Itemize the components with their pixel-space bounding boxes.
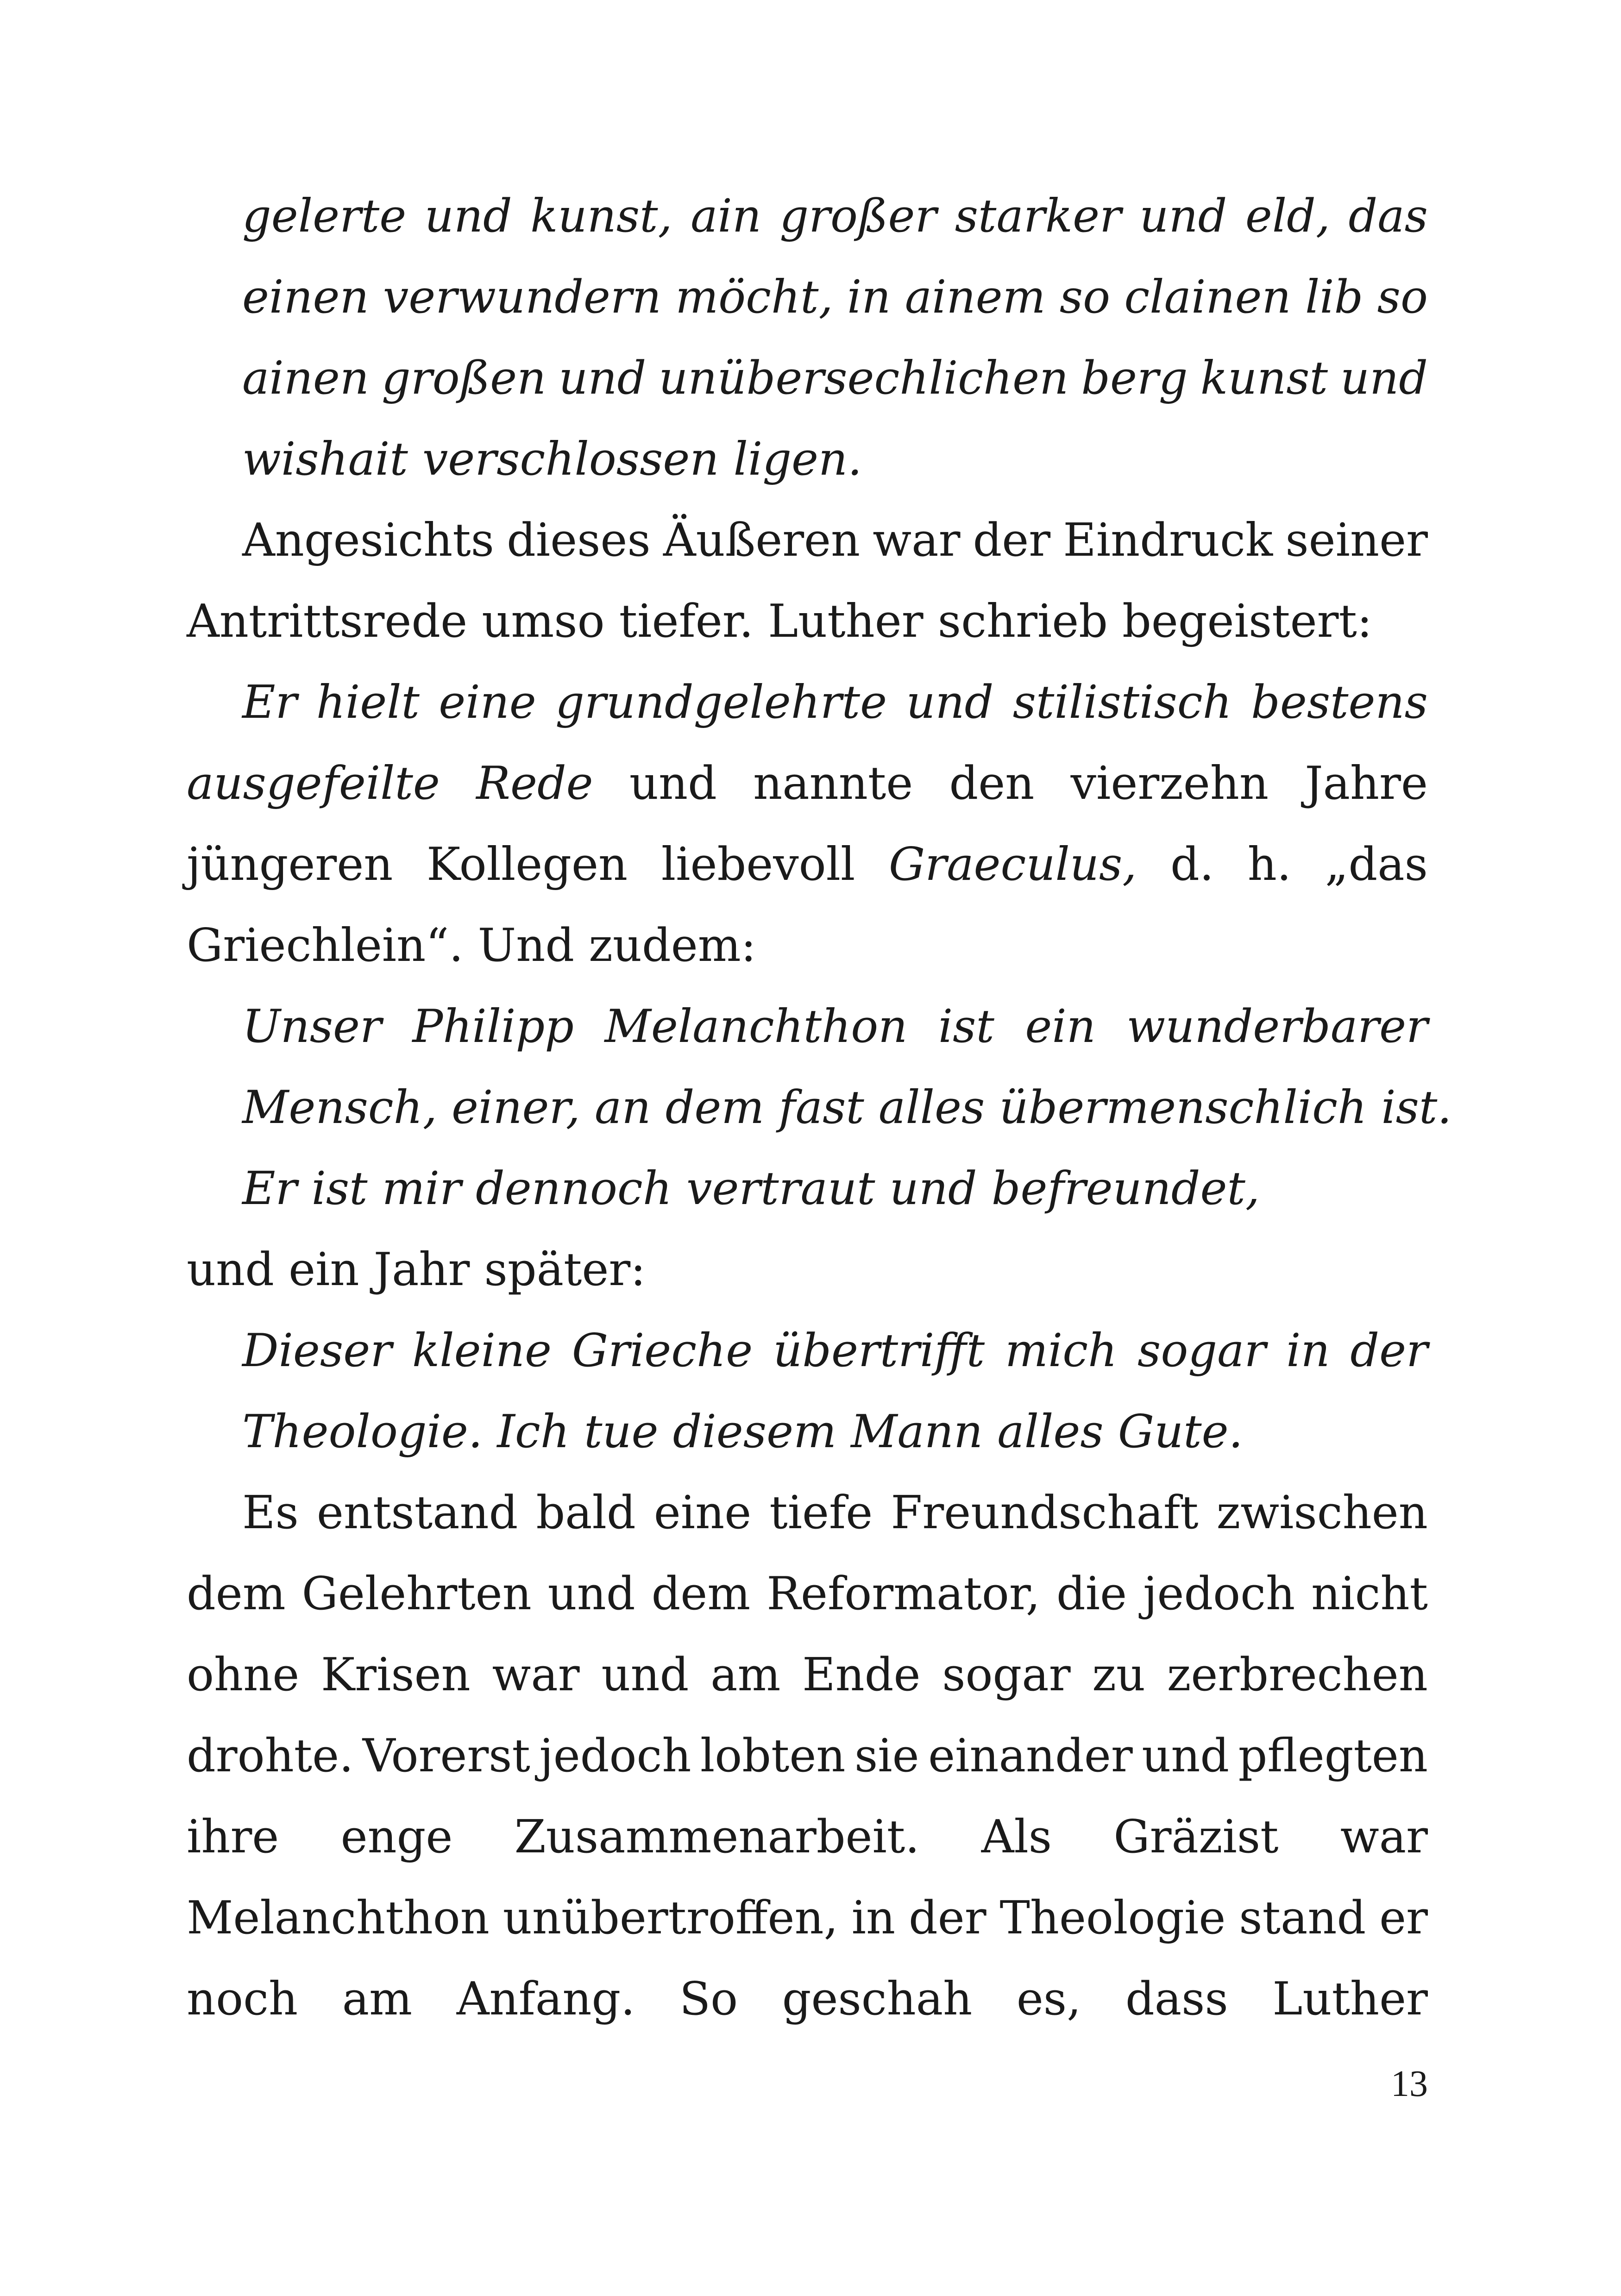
word: Philipp — [412, 1000, 574, 1053]
word: Gelehrten — [302, 1568, 532, 1620]
word: war — [492, 1649, 580, 1701]
word: war — [873, 514, 961, 567]
word: Rede — [476, 757, 593, 810]
word: die — [1056, 1568, 1127, 1620]
word: zu — [1092, 1649, 1146, 1701]
word: geschah — [782, 1973, 973, 2026]
word: war — [1340, 1811, 1428, 1863]
word: grundgelehrte — [555, 676, 887, 729]
text-line — [187, 1392, 1428, 1473]
word: und — [1142, 1730, 1230, 1782]
word: Graeculus, — [889, 838, 1137, 891]
word: kunst — [1200, 352, 1328, 405]
word: am — [710, 1649, 781, 1701]
line-text: Er ist mir dennoch vertraut und befreundet, — [242, 1162, 1260, 1215]
word: ohne — [187, 1649, 300, 1701]
line-text: Griechlein“. Und zudem: — [187, 919, 756, 972]
word: Grieche — [572, 1324, 753, 1377]
word: Jahre — [1305, 757, 1428, 810]
word: ein — [1025, 1000, 1096, 1053]
word: unübersechlichen — [659, 352, 1069, 405]
word: So — [679, 1973, 738, 2026]
word: Als — [981, 1811, 1052, 1863]
word: unübertroffen, — [503, 1892, 838, 1945]
word: dem — [187, 1568, 286, 1620]
word: ainem — [905, 271, 1046, 324]
word: lobten — [700, 1730, 846, 1782]
word: und — [601, 1649, 689, 1701]
word: und — [906, 676, 994, 729]
text-line — [187, 1067, 1452, 1148]
word: möcht, — [675, 271, 833, 324]
word: starker — [955, 190, 1121, 243]
word: es, — [1016, 1973, 1081, 2026]
word: drohte. — [187, 1730, 354, 1782]
word: seiner — [1285, 514, 1428, 567]
word: in — [847, 271, 891, 324]
word: dass — [1125, 1973, 1228, 2026]
word: ihre — [187, 1811, 279, 1863]
text-line — [187, 581, 1428, 662]
word: großen — [382, 352, 547, 405]
text-line — [187, 257, 1428, 338]
word: Zusammenarbeit. — [514, 1811, 920, 1863]
word: jedoch — [1143, 1568, 1295, 1620]
word: den — [949, 757, 1035, 810]
text-line — [187, 500, 1428, 581]
text-line — [187, 662, 1428, 743]
word: und — [1139, 190, 1227, 243]
word: tiefe — [769, 1487, 873, 1539]
word: ain — [691, 190, 761, 243]
word: Unser — [242, 1000, 382, 1053]
word: dem — [651, 1568, 751, 1620]
word: jedoch — [539, 1730, 691, 1782]
word: zerbrechen — [1167, 1649, 1428, 1701]
word: übertrifft — [773, 1324, 985, 1377]
word: Vorerst — [362, 1730, 530, 1782]
word: hielt — [316, 676, 420, 729]
word: einander — [928, 1730, 1133, 1782]
text-line — [187, 1878, 1428, 1959]
word: dieses — [507, 514, 651, 567]
word: großer — [779, 190, 937, 243]
word: der — [973, 514, 1051, 567]
word: liebevoll — [661, 838, 855, 891]
word: in — [851, 1892, 896, 1945]
word: noch — [187, 1973, 298, 2026]
word: nannte — [753, 757, 913, 810]
word: Krisen — [320, 1649, 471, 1701]
word: jüngeren — [187, 838, 393, 891]
line-text: Mensch, einer, an dem fast alles übermenschlich ist. — [242, 1081, 1452, 1134]
word: vierzehn — [1070, 757, 1269, 810]
word: kunst, — [530, 190, 672, 243]
word: clainen — [1124, 271, 1291, 324]
word: eld, — [1245, 190, 1331, 243]
word: in — [1286, 1324, 1330, 1377]
word: eine — [439, 676, 536, 729]
word: d. — [1170, 838, 1214, 891]
line-text: Theologie. Ich tue diesem Mann alles Gute. — [242, 1405, 1243, 1458]
word: enge — [340, 1811, 453, 1863]
word: Gräzist — [1113, 1811, 1279, 1863]
word: und — [1340, 352, 1428, 405]
word: berg — [1081, 352, 1188, 405]
word: und — [629, 757, 717, 810]
word: sogar — [942, 1649, 1071, 1701]
word: das — [1348, 190, 1428, 243]
word: kleine — [412, 1324, 552, 1377]
word: sie — [854, 1730, 919, 1782]
word: und — [559, 352, 647, 405]
word: bestens — [1251, 676, 1428, 729]
text-line — [187, 1635, 1428, 1716]
text-line — [187, 905, 1428, 986]
word: Ende — [802, 1649, 921, 1701]
word: er — [1379, 1892, 1428, 1945]
word: gelerte — [242, 190, 407, 243]
word: mich — [1005, 1324, 1118, 1377]
word: so — [1059, 271, 1111, 324]
word: Melanchthon — [604, 1000, 908, 1053]
word: nicht — [1311, 1568, 1428, 1620]
word: der — [1350, 1324, 1428, 1377]
word: Dieser — [242, 1324, 392, 1377]
word: Freundschaft — [891, 1487, 1199, 1539]
word: lib — [1305, 271, 1363, 324]
text-line — [187, 1230, 1428, 1311]
word: pflegten — [1238, 1730, 1428, 1782]
word: entstand — [316, 1487, 518, 1539]
word: Es — [242, 1487, 299, 1539]
line-text: wishait verschlossen ligen. — [242, 433, 862, 486]
text-line — [187, 824, 1428, 905]
word: stilistisch — [1012, 676, 1232, 729]
body-text — [187, 176, 1452, 2040]
word: und — [547, 1568, 635, 1620]
word: Anfang. — [456, 1973, 635, 2026]
word: h. — [1247, 838, 1292, 891]
text-line — [187, 1797, 1428, 1878]
word: Reformator, — [767, 1568, 1041, 1620]
word: Äußeren — [663, 514, 861, 567]
line-text: Antrittsrede umso tiefer. Luther schrieb begeistert: — [187, 595, 1372, 648]
text-line — [187, 1311, 1428, 1392]
word: sogar — [1137, 1324, 1266, 1377]
text-line — [187, 1148, 1428, 1230]
word: ist — [938, 1000, 994, 1053]
word: Theologie — [999, 1892, 1226, 1945]
text-line — [187, 743, 1428, 824]
word: bald — [536, 1487, 636, 1539]
word: ainen — [242, 352, 369, 405]
word: Kollegen — [427, 838, 628, 891]
word: stand — [1239, 1892, 1366, 1945]
text-line — [187, 176, 1428, 257]
word: am — [342, 1973, 413, 2026]
text-line — [187, 1716, 1428, 1797]
word: Eindruck — [1063, 514, 1273, 567]
word: wunderbarer — [1126, 1000, 1428, 1053]
line-text: und ein Jahr später: — [187, 1243, 646, 1296]
word: Er — [242, 676, 297, 729]
word: und — [424, 190, 512, 243]
word: ausgefeilte — [187, 757, 440, 810]
text-line — [187, 338, 1428, 419]
text-line — [187, 1554, 1428, 1635]
word: Luther — [1272, 1973, 1428, 2026]
word: zwischen — [1216, 1487, 1428, 1539]
text-line — [187, 1959, 1428, 2040]
text-line — [187, 419, 1428, 500]
word: der — [909, 1892, 986, 1945]
text-line — [187, 986, 1428, 1067]
text-line — [187, 1473, 1428, 1554]
word: Melanchthon — [187, 1892, 490, 1945]
word: verwundern — [383, 271, 661, 324]
word: so — [1377, 271, 1428, 324]
page-number: 13 — [1391, 2064, 1428, 2104]
word: einen — [242, 271, 369, 324]
word: Angesichts — [242, 514, 494, 567]
word: eine — [653, 1487, 752, 1539]
word: „das — [1325, 838, 1428, 891]
